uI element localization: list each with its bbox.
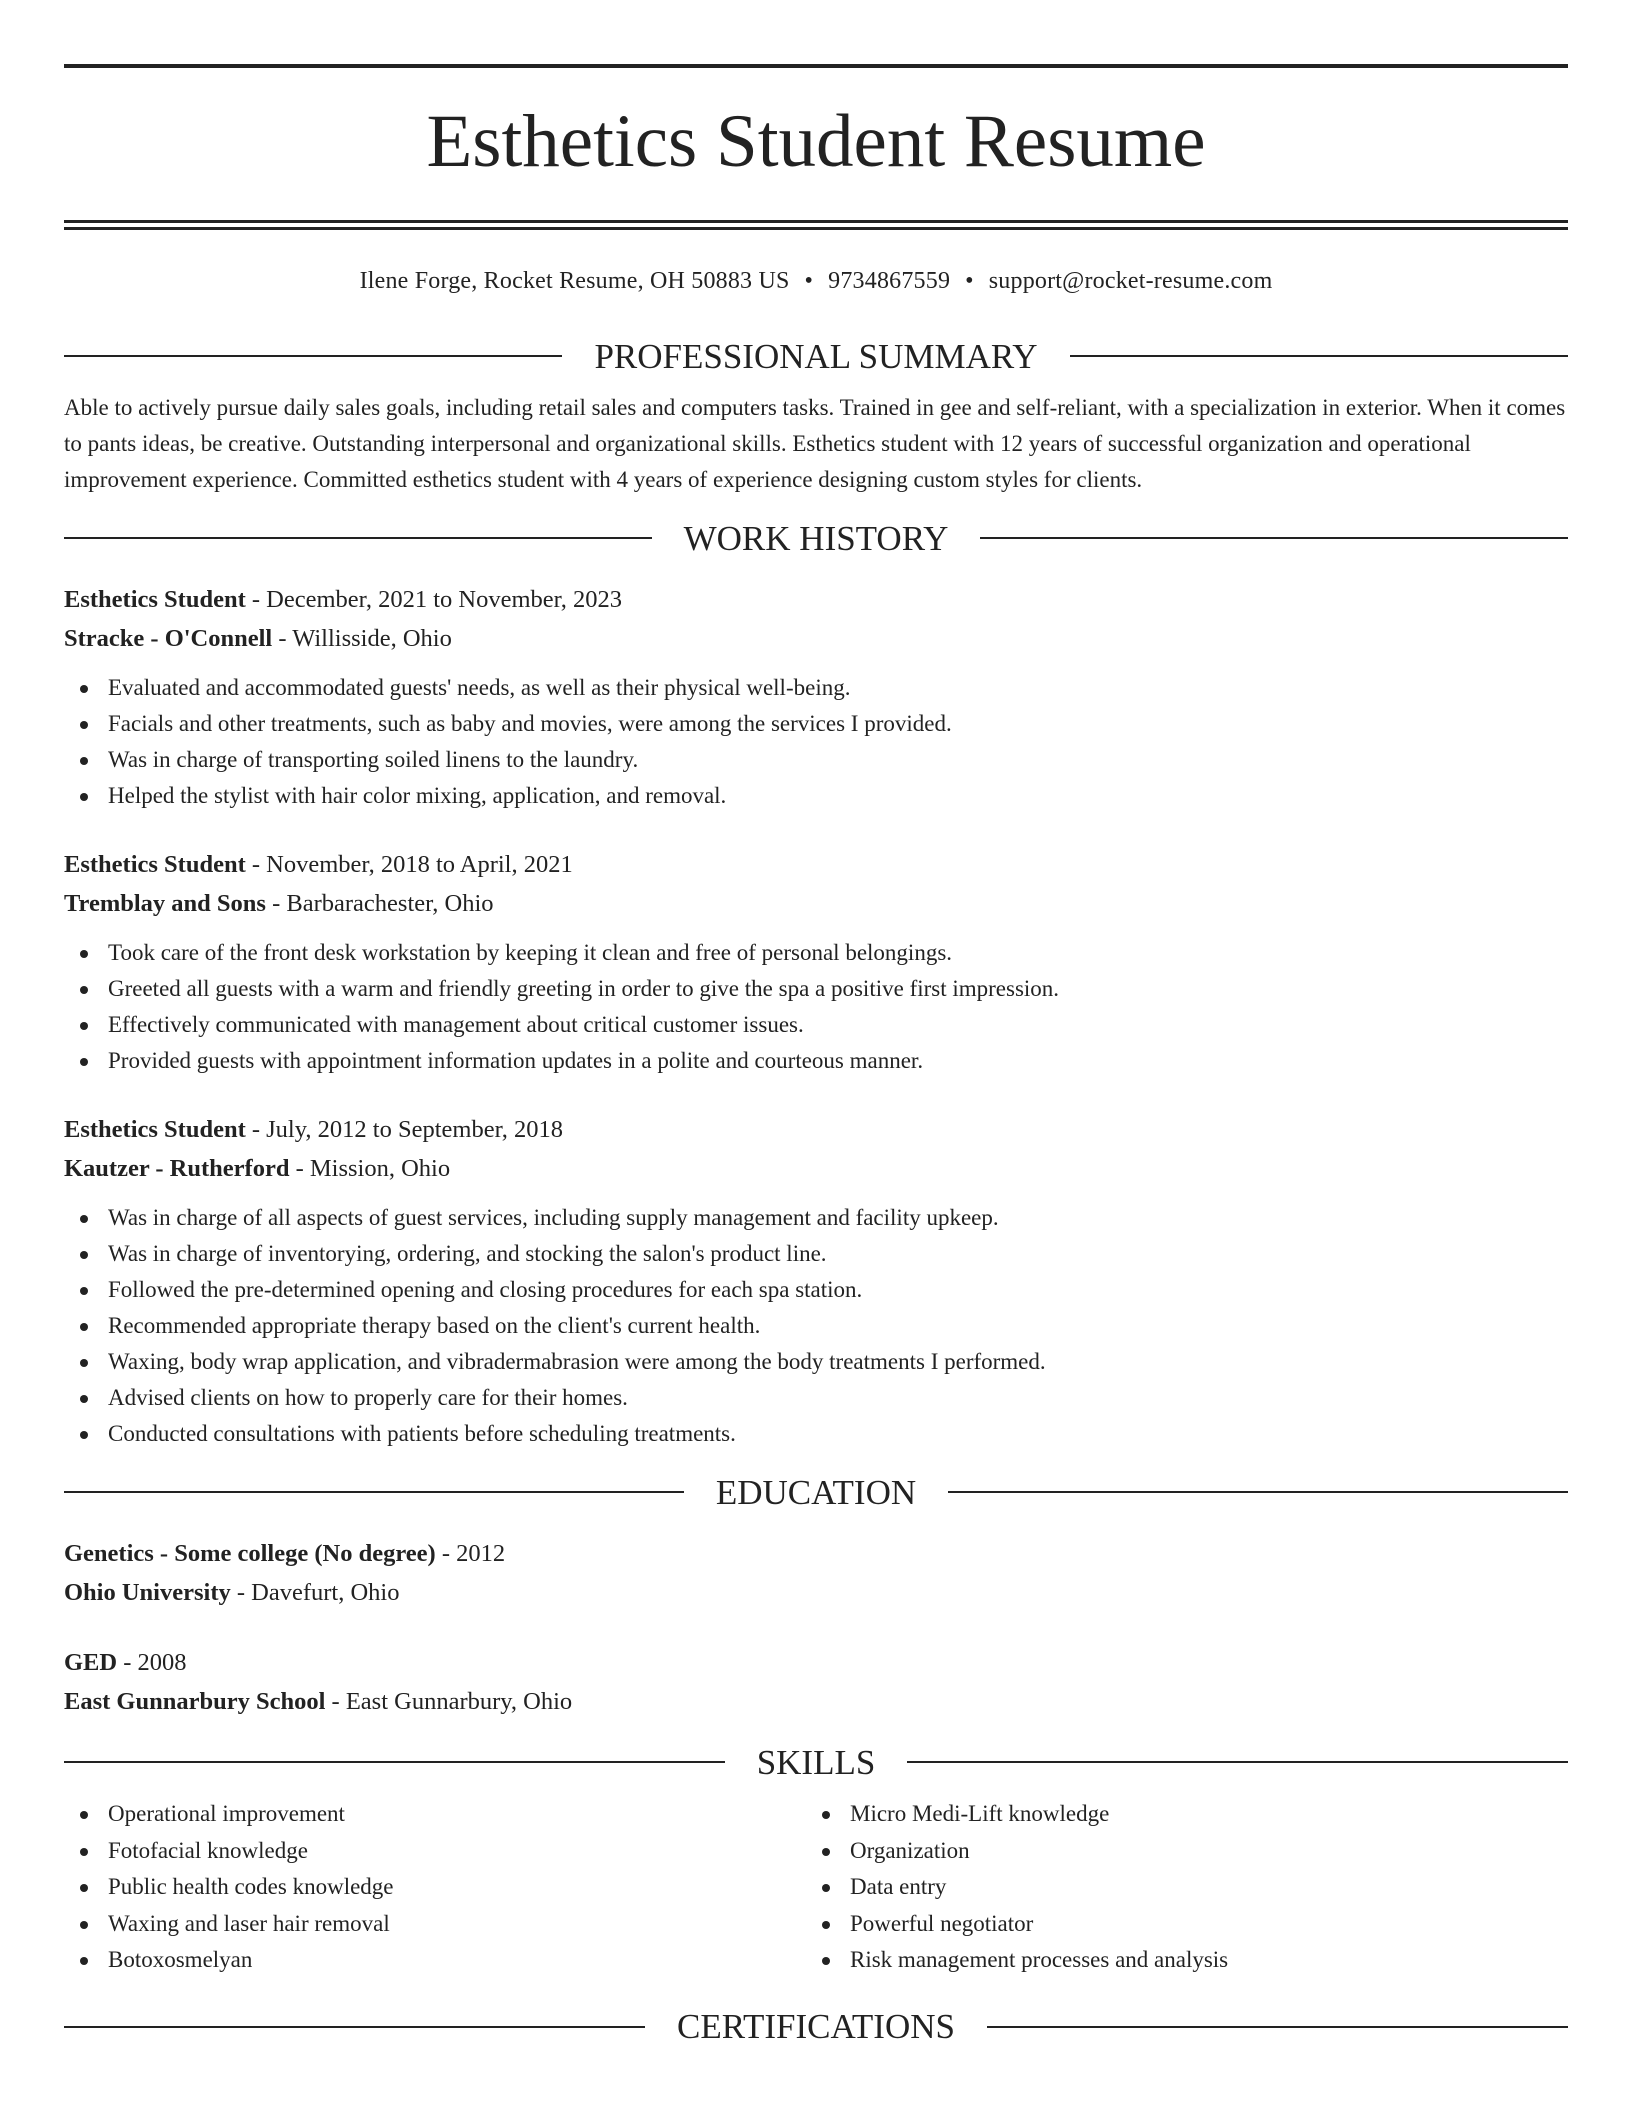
heading-rule [1070,355,1568,357]
skills-list [806,1796,1548,1979]
list-item: Was in charge of inventorying, ordering, and stocking the salon's product line. [64,1236,1568,1272]
skill-item: Botoxosmelyan [64,1942,806,1979]
school-line [64,1682,1568,1721]
degree: Genetics - Some college (No degree) [64,1540,436,1567]
section-title: SKILLS [756,1742,876,1782]
skill-item: Public health codes knowledge [64,1869,806,1906]
school-location: - East Gunnarbury, Ohio [325,1688,573,1715]
job-entry [64,1110,1568,1452]
heading-rule [64,1761,725,1763]
section-title: WORK HISTORY [683,518,949,558]
job-dates: - July, 2012 to September, 2018 [245,1116,563,1143]
job-title-line [64,845,1568,884]
skill-item: Data entry [806,1869,1548,1906]
section-heading-summary [64,336,1568,376]
job-company: Tremblay and Sons [64,890,266,917]
list-item: Provided guests with appointment information updates in a polite and courteous manner. [64,1043,1568,1079]
heading-rule [64,2026,645,2028]
list-item: Recommended appropriate therapy based on the client's current health. [64,1308,1568,1344]
heading-rule [987,2026,1568,2028]
job-entry [64,580,1568,814]
job-company-line [64,619,1568,658]
contact-separator: • [804,268,814,294]
contact-line [64,268,1568,302]
skills-column-left [64,1796,806,1979]
list-item: Greeted all guests with a warm and friendly greeting in order to give the spa a positive first impression. [64,971,1568,1007]
heading-rule [64,1491,684,1493]
skills-list [64,1796,806,1979]
job-title-line [64,580,1568,619]
job-company-line [64,884,1568,923]
list-item: Was in charge of all aspects of guest services, including supply management and facility upkeep. [64,1200,1568,1236]
job-location: - Mission, Ohio [289,1155,451,1182]
section-heading-certifications [64,2007,1568,2047]
skill-item: Organization [806,1833,1548,1870]
skill-item: Waxing and laser hair removal [64,1906,806,1943]
degree-year: - 2008 [117,1649,187,1676]
resume-title: Esthetics Student Resume [426,100,1206,183]
heading-rule [64,355,562,357]
job-company: Kautzer - Rutherford [64,1155,290,1182]
list-item: Conducted consultations with patients before scheduling treatments. [64,1416,1568,1452]
job-duties-list [64,670,1568,814]
skill-item: Operational improvement [64,1796,806,1833]
section-heading-education [64,1472,1568,1512]
list-item: Was in charge of transporting soiled linens to the laundry. [64,742,1568,778]
school: East Gunnarbury School [64,1688,326,1715]
title-double-rule [64,220,1568,230]
heading-rule [980,537,1568,539]
list-item: Followed the pre-determined opening and closing procedures for each spa station. [64,1272,1568,1308]
heading-rule [64,537,652,539]
heading-rule [907,1761,1568,1763]
job-dates: - December, 2021 to November, 2023 [245,586,623,613]
skill-item: Risk management processes and analysis [806,1942,1548,1979]
school: Ohio University [64,1579,231,1606]
list-item: Evaluated and accommodated guests' needs, as well as their physical well-being. [64,670,1568,706]
list-item: Took care of the front desk workstation by keeping it clean and free of personal belongings. [64,935,1568,971]
list-item: Effectively communicated with management about critical customer issues. [64,1007,1568,1043]
degree-line [64,1534,1568,1573]
job-title: Esthetics Student [64,586,246,613]
school-line [64,1573,1568,1612]
job-location: - Barbarachester, Ohio [265,890,494,917]
education-entry [64,1534,1568,1612]
job-title: Esthetics Student [64,1116,246,1143]
section-title: EDUCATION [715,1472,917,1512]
job-location: - Willisside, Ohio [272,625,452,652]
job-company: Stracke - O'Connell [64,625,273,652]
skill-item: Powerful negotiator [806,1906,1548,1943]
skills-grid [64,1796,1568,1979]
contact-address: Ilene Forge, Rocket Resume, OH 50883 US [359,268,790,294]
job-company-line [64,1149,1568,1188]
contact-phone: 9734867559 [828,268,951,294]
contact-separator: • [965,268,974,294]
contact-email: support@rocket-resume.com [988,268,1273,294]
list-item: Waxing, body wrap application, and vibradermabrasion were among the body treatments I performed. [64,1344,1568,1380]
section-title: CERTIFICATIONS [677,2007,955,2046]
job-dates: - November, 2018 to April, 2021 [245,851,573,878]
skill-item: Fotofacial knowledge [64,1833,806,1870]
list-item: Advised clients on how to properly care for their homes. [64,1380,1568,1416]
top-rule [64,64,1568,68]
degree-line [64,1643,1568,1682]
section-heading-skills [64,1742,1568,1782]
professional-summary-text: Able to actively pursue daily sales goals, including retail sales and computers tasks. Trained in gee and self-reliant, with a specialization in exterior. When it comes to pants ideas, be creative. Outstanding interpersonal and organizational skills. Esthetics student with 12 years of successful organization and operational improvement experience. Committed esthetics student with 4 years of experience designing custom styles for clients. [64,395,1566,492]
education-entry [64,1643,1568,1721]
list-item: Helped the stylist with hair color mixing, application, and removal. [64,778,1568,814]
list-item: Facials and other treatments, such as baby and movies, were among the services I provided. [64,706,1568,742]
school-location: - Davefurt, Ohio [230,1579,400,1606]
section-title: PROFESSIONAL SUMMARY [594,336,1038,376]
degree-year: - 2012 [435,1540,506,1567]
job-title: Esthetics Student [64,851,246,878]
job-entry [64,845,1568,1079]
job-title-line [64,1110,1568,1149]
job-duties-list [64,935,1568,1079]
job-duties-list [64,1200,1568,1452]
skill-item: Micro Medi-Lift knowledge [806,1796,1548,1833]
skills-column-right [806,1796,1548,1979]
section-heading-work-history [64,518,1568,558]
degree: GED [64,1649,118,1676]
heading-rule [948,1491,1568,1493]
